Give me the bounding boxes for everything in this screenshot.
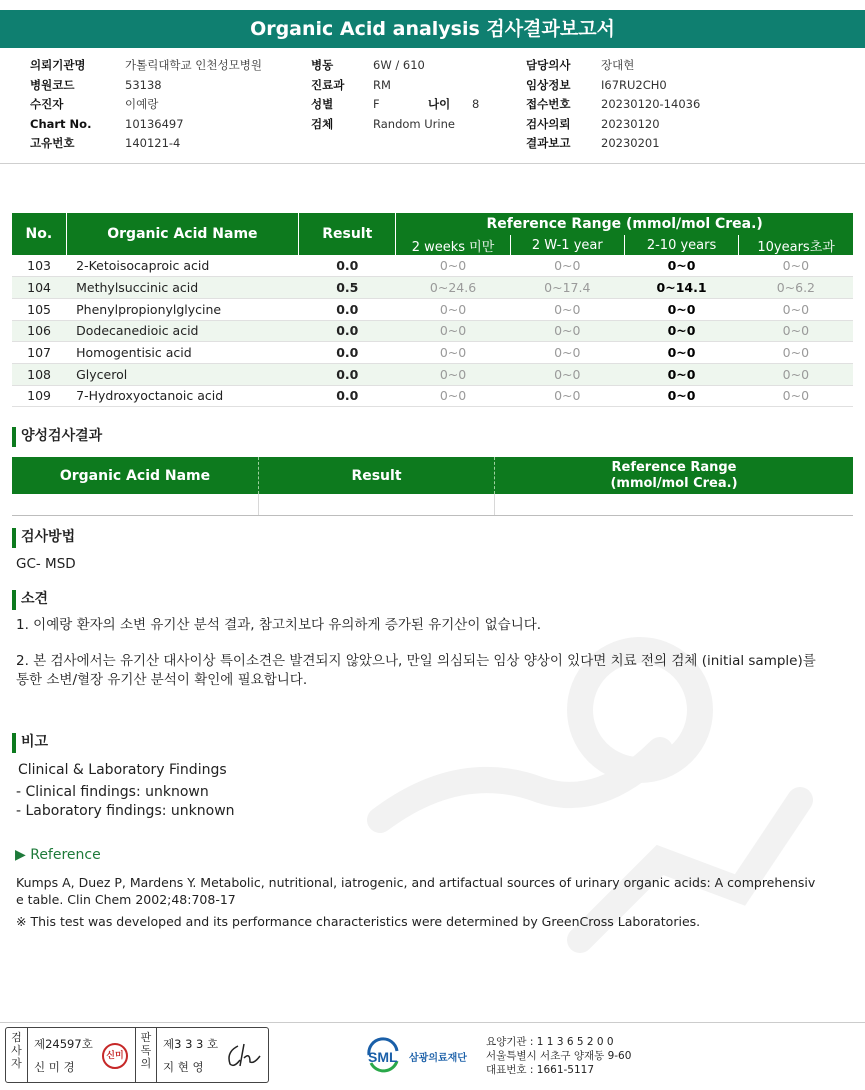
opinion-line-2b: 통한 소변/혈장 유기산 분석이 확인에 필요합니다. <box>16 672 308 688</box>
row-name: Glycerol <box>66 363 299 385</box>
remarks-line-3: - Laboratory findings: unknown <box>16 803 235 819</box>
table-row <box>12 363 853 385</box>
row-range: 0~0 <box>739 320 853 342</box>
info-column-2 <box>311 56 479 134</box>
info-column-1 <box>30 56 262 154</box>
organic-acid-table <box>12 213 853 407</box>
positive-col-name: Organic Acid Name <box>12 457 259 494</box>
info-label: 결과보고 <box>526 136 571 150</box>
table-row <box>12 385 853 407</box>
age-value: 8 <box>472 97 480 111</box>
info-label: 성별 <box>311 97 334 111</box>
remarks-line-2: - Clinical findings: unknown <box>16 784 209 800</box>
row-no: 103 <box>12 255 66 277</box>
report-footer <box>0 1022 865 1090</box>
info-value: 10136497 <box>125 116 184 131</box>
institution-info <box>486 1035 631 1077</box>
info-label: 담당의사 <box>526 58 571 72</box>
positive-results-header <box>12 457 853 494</box>
info-value: RM <box>373 77 391 92</box>
row-range: 0~0 <box>510 255 624 277</box>
info-row <box>311 56 479 76</box>
row-no: 109 <box>12 385 66 407</box>
empty-cell <box>12 494 259 515</box>
reference-heading: ▶ Reference <box>15 847 101 863</box>
row-range: 0~0 <box>510 298 624 320</box>
info-row <box>311 76 479 96</box>
info-value: 20230120 <box>601 116 660 131</box>
institution-address: 서울특별시 서초구 양재동 9-60 <box>486 1050 632 1062</box>
row-range: 0~0 <box>624 298 738 320</box>
report-title: Organic Acid analysis 검사결과보고서 <box>0 10 865 48</box>
info-row <box>30 76 262 96</box>
info-value: 6W / 610 <box>373 58 425 72</box>
info-value: 이예랑 <box>125 97 159 111</box>
info-value: 장대현 <box>601 58 635 72</box>
row-no: 108 <box>12 363 66 385</box>
col-header-name: Organic Acid Name <box>66 213 299 255</box>
info-label: 임상정보 <box>526 77 571 92</box>
positive-col-reference <box>495 457 853 494</box>
positive-ref-line1: Reference Range <box>611 459 737 475</box>
row-range: 0~0 <box>396 320 510 342</box>
tester-label <box>6 1028 28 1082</box>
opinion-line-2a: 2. 본 검사에서는 유기산 대사이상 특이소견은 발견되지 않았으나, 만일 의심되는 임상 양상이 있다면 치료 전의 검체 (initial sample)를 <box>16 653 816 669</box>
row-range: 0~0 <box>624 342 738 364</box>
row-result: 0.0 <box>299 255 396 277</box>
info-label: 병동 <box>311 58 334 72</box>
row-range: 0~0 <box>396 385 510 407</box>
row-name: 2-Ketoisocaproic acid <box>66 255 299 277</box>
reader-name: 지 현 영 <box>163 1060 204 1074</box>
remarks-line-1: Clinical & Laboratory Findings <box>18 762 227 778</box>
row-range: 0~0 <box>739 255 853 277</box>
row-range: 0~17.4 <box>510 277 624 299</box>
row-range: 0~6.2 <box>739 277 853 299</box>
table-row <box>12 342 853 364</box>
col-header-result: Result <box>299 213 396 255</box>
opinion-heading: 소견 <box>12 588 48 610</box>
reference-citation-b: e table. Clin Chem 2002;48:708-17 <box>16 892 236 907</box>
age-label: 나이 <box>428 97 451 111</box>
info-label: 접수번호 <box>526 97 571 111</box>
col-header-range: 2-10 years <box>624 235 738 255</box>
logo-text: SML <box>368 1049 398 1065</box>
info-label: Chart No. <box>30 116 92 131</box>
row-range: 0~0 <box>396 298 510 320</box>
row-range: 0~0 <box>739 385 853 407</box>
institution-phone: 대표번호 : 1661-5117 <box>486 1064 595 1076</box>
method-text: GC- MSD <box>16 556 76 572</box>
row-range: 0~0 <box>624 385 738 407</box>
info-row <box>30 56 262 76</box>
info-row <box>30 134 262 154</box>
method-heading: 검사방법 <box>12 526 75 548</box>
info-row <box>526 115 700 135</box>
tester-name: 신 미 경 <box>34 1060 75 1074</box>
row-result: 0.0 <box>299 320 396 342</box>
row-range: 0~0 <box>624 255 738 277</box>
row-name: Methylsuccinic acid <box>66 277 299 299</box>
row-no: 105 <box>12 298 66 320</box>
row-range: 0~0 <box>396 342 510 364</box>
seal-stamp-icon: 신미 <box>102 1043 128 1069</box>
info-label: 병원코드 <box>30 77 75 92</box>
row-name: 7-Hydroxyoctanoic acid <box>66 385 299 407</box>
info-value: F <box>373 97 380 111</box>
table-row <box>12 320 853 342</box>
tester-label-text: 검사자 <box>11 1031 22 1070</box>
row-no: 107 <box>12 342 66 364</box>
info-label: 의뢰기관명 <box>30 58 86 72</box>
row-range: 0~0 <box>510 363 624 385</box>
row-no: 106 <box>12 320 66 342</box>
info-row <box>526 76 700 96</box>
reference-note: ※ This test was developed and its performance characteristics were determined by GreenCross Laboratories. <box>16 914 701 929</box>
row-range: 0~24.6 <box>396 277 510 299</box>
tester-license-no: 제24597호 <box>34 1037 93 1051</box>
info-row <box>30 115 262 135</box>
signature-box <box>5 1027 269 1083</box>
logo-subtitle: 삼광의료재단 <box>409 1053 467 1064</box>
col-header-no: No. <box>12 213 66 255</box>
reader-license-no: 제3 3 3 호 <box>163 1037 219 1051</box>
table-row <box>12 255 853 277</box>
info-label: 수진자 <box>30 97 64 111</box>
info-label: 고유번호 <box>30 136 75 150</box>
info-label: 검체 <box>311 116 334 131</box>
row-range: 0~0 <box>396 255 510 277</box>
info-column-3 <box>526 56 700 154</box>
info-value: 20230120-14036 <box>601 97 701 111</box>
row-result: 0.0 <box>299 363 396 385</box>
row-range: 0~0 <box>739 342 853 364</box>
row-name: Homogentisic acid <box>66 342 299 364</box>
col-header-range: 2 weeks 미만 <box>396 235 510 255</box>
row-range: 0~0 <box>510 342 624 364</box>
row-range: 0~0 <box>624 320 738 342</box>
row-no: 104 <box>12 277 66 299</box>
col-header-range: 10years초과 <box>739 235 853 255</box>
info-value: 가톨릭대학교 인천성모병원 <box>125 58 262 72</box>
info-value: 53138 <box>125 77 162 92</box>
info-row <box>526 95 700 115</box>
remarks-heading: 비고 <box>12 731 48 753</box>
info-row <box>311 115 479 135</box>
col-header-range: 2 W-1 year <box>510 235 624 255</box>
row-result: 0.0 <box>299 342 396 364</box>
info-row <box>311 95 479 115</box>
info-label: 진료과 <box>311 77 345 92</box>
row-range: 0~0 <box>510 385 624 407</box>
info-label: 검사의뢰 <box>526 116 571 131</box>
patient-info <box>0 56 865 164</box>
reader-label-text: 판독의 <box>140 1031 152 1070</box>
row-range: 0~0 <box>739 363 853 385</box>
info-row <box>30 95 262 115</box>
table-row <box>12 298 853 320</box>
row-result: 0.0 <box>299 385 396 407</box>
row-range: 0~0 <box>396 363 510 385</box>
reader-label <box>135 1028 157 1082</box>
institution-code: 요양기관 : 1 1 3 6 5 2 0 0 <box>486 1036 614 1048</box>
info-value: 20230201 <box>601 136 660 150</box>
signature-icon <box>224 1040 264 1072</box>
positive-empty-row <box>12 494 853 516</box>
positive-ref-line2: (mmol/mol Crea.) <box>610 475 738 491</box>
info-row <box>526 134 700 154</box>
info-row <box>526 56 700 76</box>
row-result: 0.0 <box>299 298 396 320</box>
reference-citation-a: Kumps A, Duez P, Mardens Y. Metabolic, nutritional, iatrogenic, and artifactual sources of urinary organic acids: A comprehensiv <box>16 875 816 890</box>
positive-col-result: Result <box>259 457 495 494</box>
row-range: 0~0 <box>510 320 624 342</box>
info-value: I67RU2CH0 <box>601 77 667 92</box>
sml-logo-icon <box>365 1035 480 1075</box>
row-name: Dodecanedioic acid <box>66 320 299 342</box>
table-row <box>12 277 853 299</box>
row-result: 0.5 <box>299 277 396 299</box>
info-value: Random Urine <box>373 116 455 131</box>
row-name: Phenylpropionylglycine <box>66 298 299 320</box>
row-range: 0~0 <box>739 298 853 320</box>
opinion-line-1: 1. 이예랑 환자의 소변 유기산 분석 결과, 참고치보다 유의하게 증가된 유기산이 없습니다. <box>16 617 542 633</box>
col-header-reference: Reference Range (mmol/mol Crea.) <box>396 213 853 235</box>
info-value: 140121-4 <box>125 136 181 150</box>
row-range: 0~0 <box>624 363 738 385</box>
empty-cell <box>259 494 495 515</box>
positive-results-heading: 양성검사결과 <box>12 425 102 447</box>
row-range: 0~14.1 <box>624 277 738 299</box>
